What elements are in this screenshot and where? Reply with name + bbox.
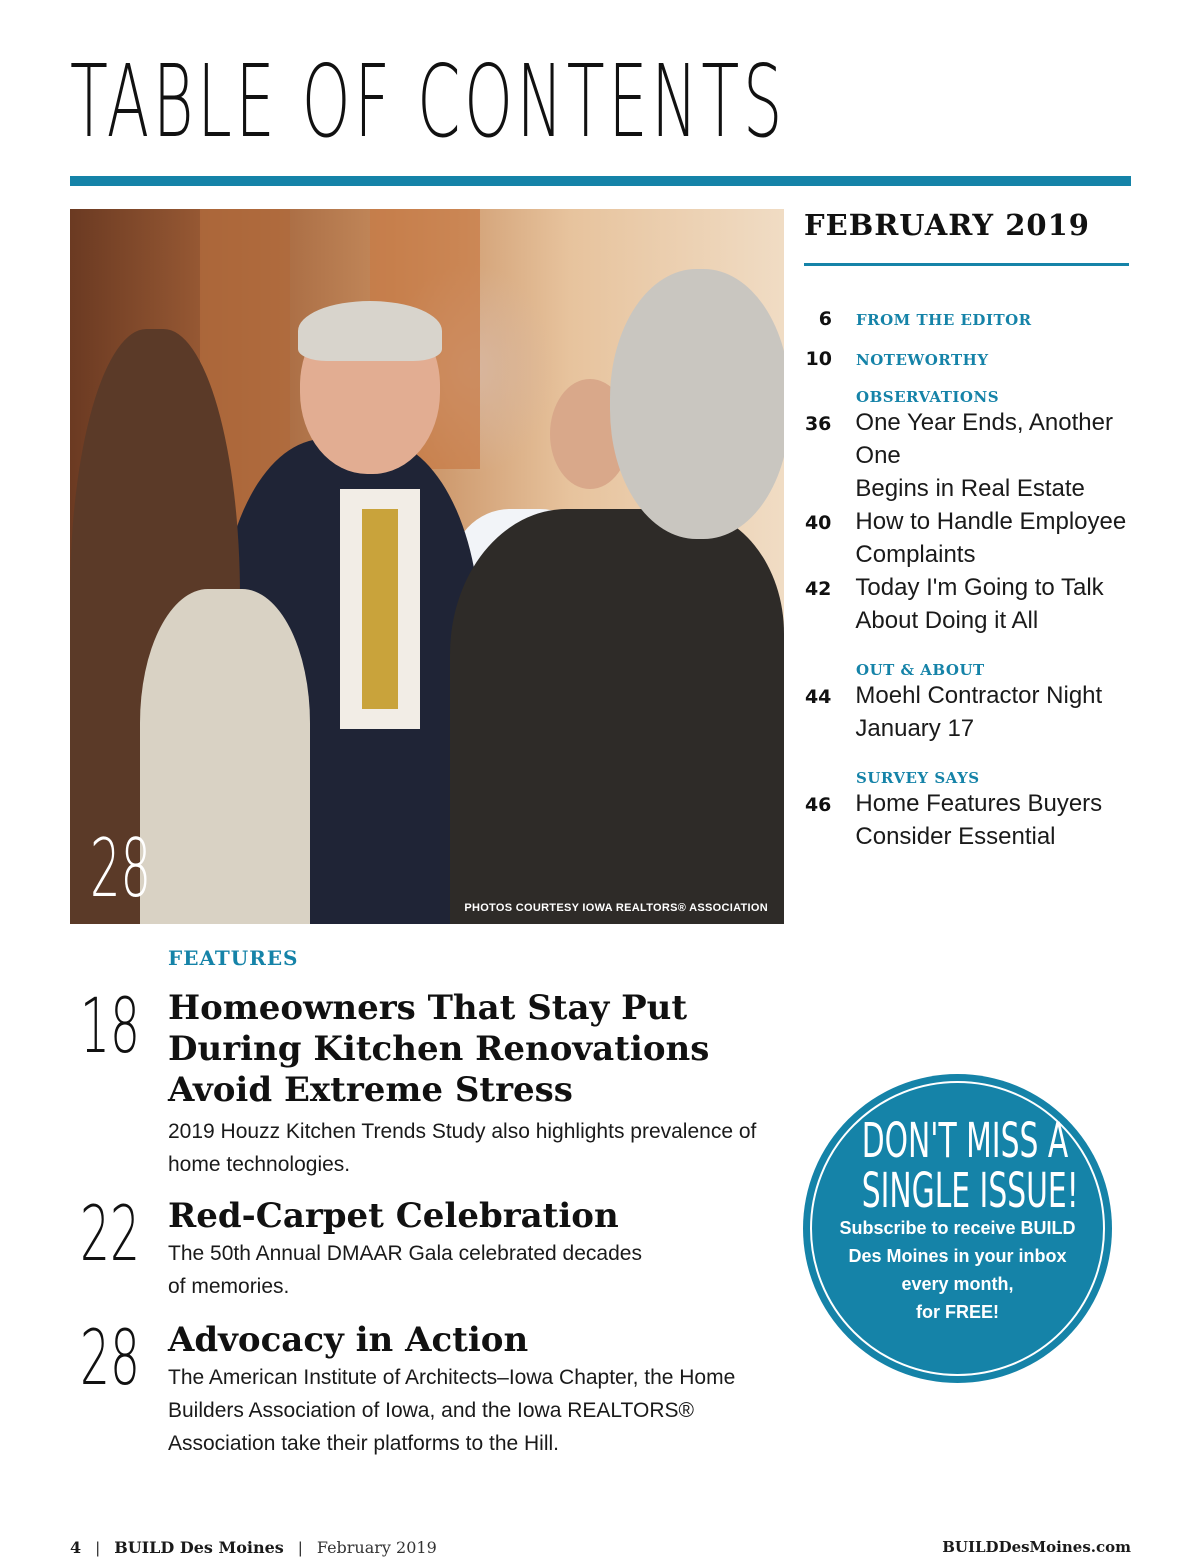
toc-section-label: OBSERVATIONS [856,388,1000,406]
date-divider [804,263,1129,266]
toc-section-label: OUT & ABOUT [856,661,985,679]
title-divider [70,176,1131,186]
feature-title: Red-Carpet Celebration [168,1196,619,1236]
photo-page-number: 28 [90,822,152,915]
features-heading: FEATURES [168,946,299,970]
footer-separator: | [95,1540,100,1557]
badge-headline: DON'T MISS A SINGLE ISSUE! [861,1113,1079,1219]
badge-text: Subscribe to receive BUILD Des Moines in your inbox every month, for FREE! [839,1218,1076,1322]
feature-title: Advocacy in Action [168,1320,529,1360]
toc-page-number: 46 [804,794,832,816]
feature-description: The American Institute of Architects–Iowa Chapter, the Home Builders Association of Iowa, and the Iowa REALTORS® Association take their platforms to the Hill. [168,1366,736,1455]
footer-website-link[interactable]: BUILDDesMoines.com [942,1538,1131,1556]
subscribe-badge[interactable] [803,1074,1112,1383]
toc-item-title: How to Handle Employee Complaints [855,508,1127,568]
toc-item[interactable] [800,505,1140,571]
toc-item[interactable] [800,679,1140,745]
toc-item-title: One Year Ends, Another One Begins in Real Estate [855,409,1113,502]
cover-photo [70,209,784,924]
page-title: TABLE OF CONTENTS [70,43,787,160]
footer-date: February 2019 [316,1538,437,1557]
feature-page-number: 22 [80,1189,140,1278]
toc-page-number: 10 [805,348,832,370]
footer-publication: BUILD Des Moines [114,1538,284,1557]
toc-page-number: 40 [804,512,832,534]
feature-description: 2019 Houzz Kitchen Trends Study also highlights prevalence of home technologies. [168,1120,757,1176]
toc-item-title: Moehl Contractor Night January 17 [855,682,1103,742]
footer-page-number: 4 [70,1538,82,1557]
toc-page-number: 44 [804,686,832,708]
toc-section-survey-says [800,769,1140,787]
toc-item-from-editor[interactable] [800,308,1140,330]
toc-page-number: 36 [804,413,832,435]
toc-section-label: NOTEWORTHY [856,351,989,369]
photo-credit: PHOTOS COURTESY IOWA REALTORS® ASSOCIATION [464,902,768,914]
toc-item-title: Today I'm Going to Talk About Doing it All [855,574,1104,634]
toc-item-noteworthy[interactable] [800,348,1140,370]
feature-page-number: 28 [80,1313,140,1402]
toc-section-label: FROM THE EDITOR [856,311,1032,329]
feature-title: Homeowners That Stay Put During Kitchen Renovations Avoid Extreme Stress [168,988,710,1110]
toc-item[interactable] [800,406,1140,505]
toc-section-observations [800,388,1140,406]
toc-item[interactable] [800,571,1140,637]
toc-item[interactable] [800,787,1140,853]
feature-page-number: 18 [80,981,140,1070]
issue-date: FEBRUARY 2019 [804,208,1090,242]
toc-section-out-about [800,661,1140,679]
toc-item-title: Home Features Buyers Consider Essential [855,790,1103,850]
footer-separator: | [298,1540,303,1557]
feature-description: The 50th Annual DMAAR Gala celebrated decades of memories. [168,1242,642,1298]
toc-page-number: 6 [818,308,832,330]
toc-page-number: 42 [804,578,832,600]
toc-list [800,308,1140,853]
toc-section-label: SURVEY SAYS [856,769,980,787]
